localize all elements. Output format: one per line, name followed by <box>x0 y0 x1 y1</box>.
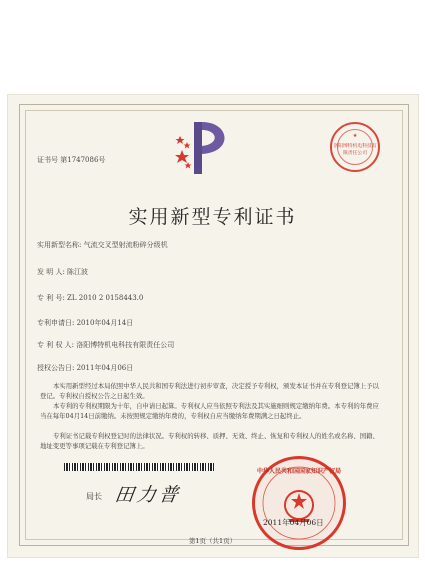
page-footer: 第1页（共1页） <box>188 537 237 545</box>
certificate-number-value: 第1747086号 <box>60 156 106 164</box>
company-seal: ★ 洛阳博特机电科技有限责任公司 <box>330 122 380 172</box>
field-label: 专 利 号: <box>37 294 65 302</box>
director-label: 局长 <box>86 492 102 501</box>
field-inventor <box>37 267 88 277</box>
field-label: 专利申请日: <box>37 319 75 327</box>
certificate-number <box>37 155 105 165</box>
field-patent-number <box>37 293 143 303</box>
field-label: 发 明 人: <box>37 268 65 276</box>
field-label: 专 利 权 人: <box>37 341 75 349</box>
certificate-title: 实用新型专利证书 <box>128 206 297 228</box>
field-grant-date <box>37 363 133 373</box>
field-value: ZL 2010 2 0158443.0 <box>67 294 144 302</box>
official-seal-text: 中华人民共和国国家知识产权局 <box>256 468 341 475</box>
certificate-number-label: 证书号 <box>37 156 58 164</box>
field-label: 实用新型名称: <box>37 241 82 249</box>
field-value: 2011年04月06日 <box>76 364 134 372</box>
paragraph-grant-notice: 本实用新型经过本局依照中华人民共和国专利法进行初步审查，决定授予专利权，颁发本证书并在专利登记簿上予以登记。专利权自授权公告之日起生效。 <box>40 382 379 400</box>
field-value: 2010年04月14日 <box>76 319 134 327</box>
seal-date: 2011年04月06日 <box>263 518 324 527</box>
director-signature: 田力普 <box>113 484 183 506</box>
barcode <box>64 463 214 471</box>
field-value: 洛阳博特机电科技有限责任公司 <box>76 341 175 349</box>
field-value: 气流交叉型射流粉碎分级机 <box>83 241 168 249</box>
field-value: 陈江波 <box>67 268 89 276</box>
patent-office-logo-icon <box>172 118 238 180</box>
field-filing-date <box>37 318 133 328</box>
company-seal-text: 洛阳博特机电科技有限责任公司 <box>333 144 377 156</box>
field-label: 授权公告日: <box>37 364 75 372</box>
field-patentee <box>37 340 174 350</box>
field-utility-model-name <box>37 240 168 250</box>
paragraph-legal-status: 专利证书记载专利权登记时的法律状况。专利权的转移、质押、无效、终止、恢复和专利权人的姓名或名称、国籍、地址变更等事项记载在专利登记簿上。 <box>40 432 379 450</box>
paragraph-term-and-fees: 本专利的专利权期限为十年，自申请日起算。专利权人应当依照专利法及其实施细则规定缴纳年费。本专利的年费应当在每年04月14日前缴纳。未按照规定缴纳年费的，专利权自应当缴纳年费期满之日起终止。 <box>40 402 379 420</box>
